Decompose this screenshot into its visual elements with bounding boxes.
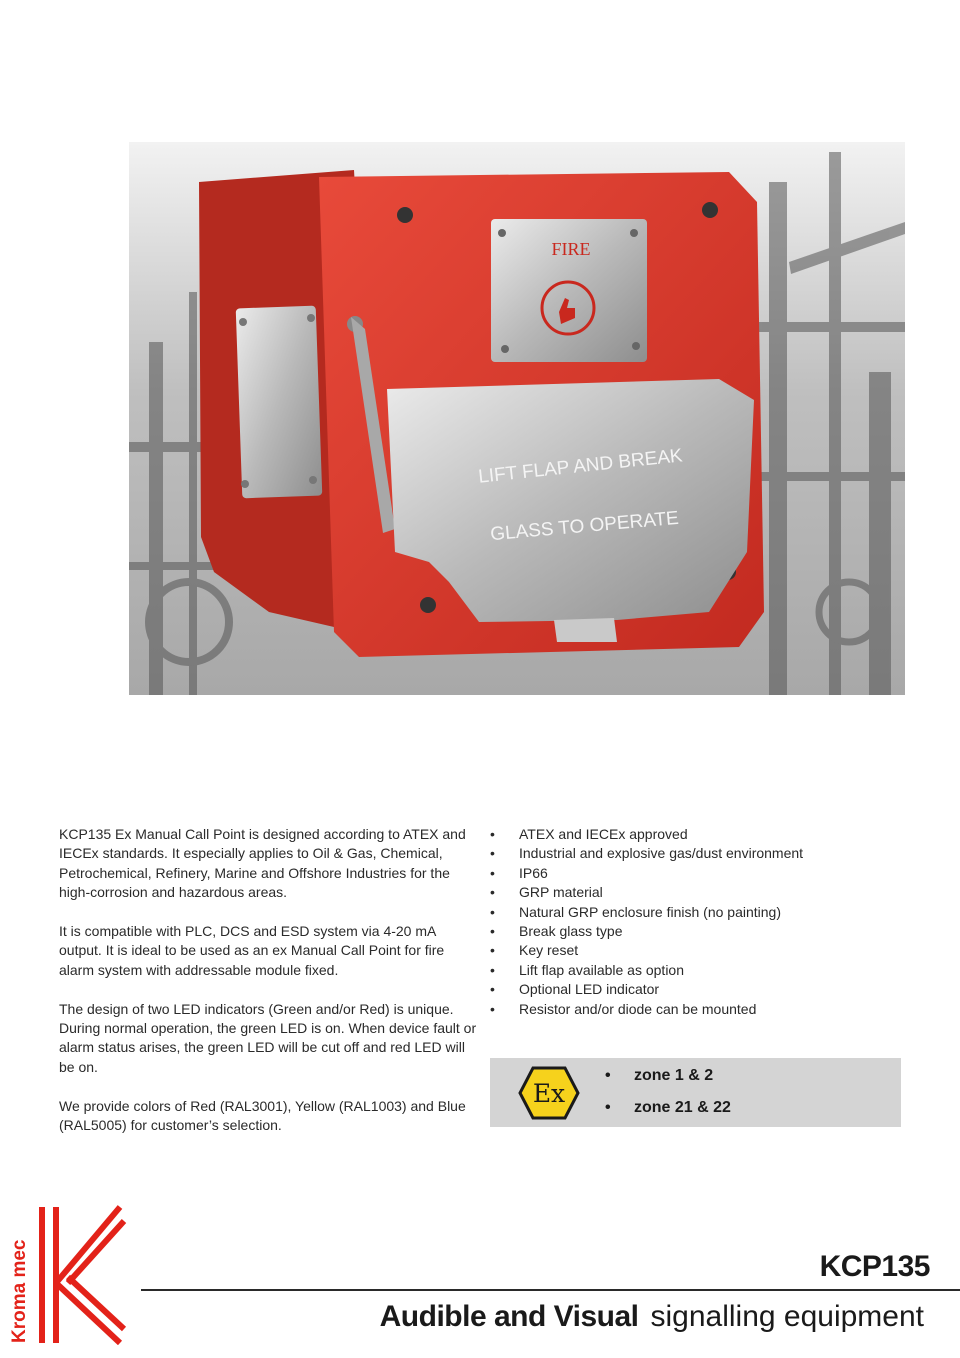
description-paragraph: The design of two LED indicators (Green and/or Red) is unique. During normal operation, the green LED is on. When device fault or alarm status arises, the green LED will be cut off and red LED will be on.	[59, 1000, 477, 1075]
feature-item: • Optional LED indicator	[488, 980, 908, 999]
zone-box	[490, 1058, 901, 1127]
feature-item: • Break glass type	[488, 922, 908, 941]
product-photo	[129, 142, 905, 695]
product-code: KCP135	[819, 1250, 930, 1283]
tagline-light: signalling equipment	[650, 1300, 924, 1333]
feature-item: • Key reset	[488, 941, 908, 960]
flap-tab	[554, 618, 617, 642]
tagline-bold: Audible and Visual	[379, 1300, 639, 1333]
ex-symbol-icon	[518, 1066, 580, 1120]
description-paragraph: It is compatible with PLC, DCS and ESD system via 4-20 mA output. It is ideal to be used as an ex Manual Call Point for fire alarm system with addressable module fixed.	[59, 923, 445, 978]
zone-list	[605, 1066, 731, 1130]
footer-divider	[141, 1289, 960, 1291]
description-paragraph: We provide colors of Red (RAL3001), Yellow (RAL1003) and Blue (RAL5005) for customer’s selection.	[59, 1097, 466, 1134]
zone-item: • zone 1 & 2	[605, 1066, 731, 1098]
feature-item: • ATEX and IECEx approved	[488, 825, 908, 844]
zone-item: • zone 21 & 22	[605, 1098, 731, 1130]
feature-item: • Industrial and explosive gas/dust environment	[488, 844, 908, 863]
call-point-illustration	[129, 142, 905, 695]
feature-item: • GRP material	[488, 883, 908, 902]
kroma-mec-logo	[8, 1203, 128, 1345]
description-paragraph: KCP135 Ex Manual Call Point is designed according to ATEX and IECEx standards. It especially applies to Oil & Gas, Chemical, Petrochemical, Refinery, Marine and Offshore Industries for the high-corrosion and hazardous areas.	[59, 826, 466, 901]
side-label-plate	[236, 306, 323, 499]
logo-k-mark	[42, 1207, 124, 1343]
ex-symbol-text: Ex	[532, 1079, 566, 1108]
feature-list	[488, 825, 908, 1019]
fire-plate-text: FIRE	[551, 239, 591, 259]
flap-text-line2: GLASS TO OPERATE	[489, 507, 680, 546]
feature-item: • IP66	[488, 864, 908, 883]
feature-item: • Resistor and/or diode can be mounted	[488, 1000, 908, 1019]
logo-text: Kroma mec	[9, 1239, 30, 1343]
feature-item: • Natural GRP enclosure finish (no painting)	[488, 903, 908, 922]
description	[59, 825, 479, 1155]
feature-item: • Lift flap available as option	[488, 961, 908, 980]
tagline	[380, 1300, 924, 1334]
flap-text-line1: LIFT FLAP AND BREAK	[477, 445, 684, 488]
